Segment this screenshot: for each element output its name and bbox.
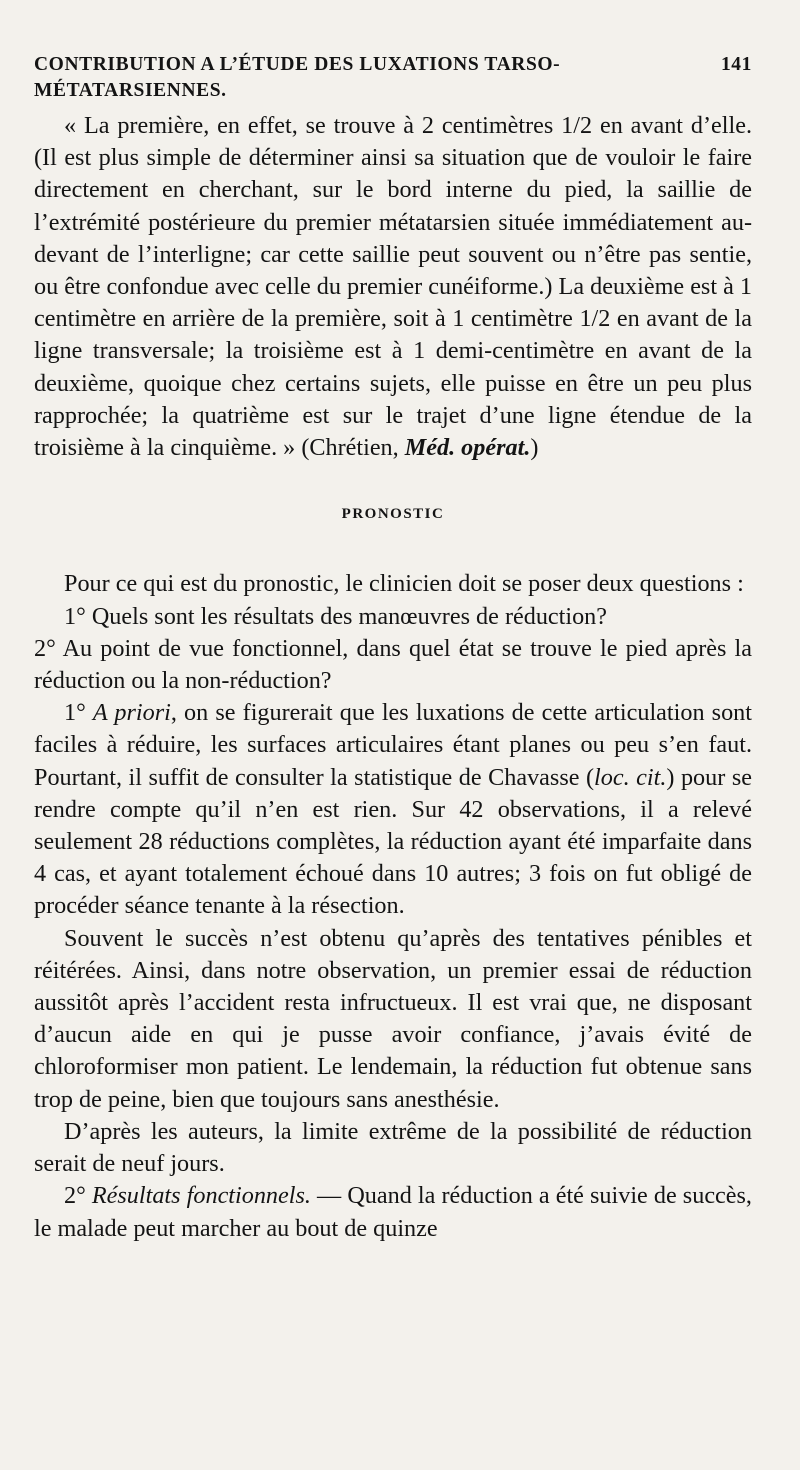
paragraph-intro: Pour ce qui est du pronostic, le clinicien doit se poser deux questions : [64, 570, 744, 598]
results-lead: 2° [64, 1182, 92, 1210]
paragraph-observation: Souvent le succès n’est obtenu qu’après des tentatives pénibles et réitérées. Ainsi, dans notre observation, un premier essai de réduction aussitôt après l’accident resta infructueux. Il est vrai que, ne disposant d’aucun aide en qui je pusse avoir confiance, j’avais évité de chloroformiser mon patient. Le lendemain, la réduction fut obtenue sans trop de peine, bien que toujours sans anesthésie. [34, 924, 752, 1113]
page-number: 141 [720, 54, 752, 75]
loc-cit: loc. cit. [594, 763, 667, 791]
paragraph-apriori [34, 697, 752, 922]
quotation-close: ) [530, 434, 539, 462]
running-head [34, 52, 752, 104]
question-2: 2° Au point de vue fonctionnel, dans quel état se trouve le pied après la réduction ou la non-réduction? [34, 634, 752, 695]
paragraph-quotation [34, 110, 752, 464]
results-heading: Résultats fonctionnels. [91, 1182, 311, 1210]
results-text: — Quand la réduction a été suivie de succès, le malade peut marcher au bout de quinze [34, 1182, 752, 1242]
body-text [34, 110, 752, 1245]
question-1: 1° Quels sont les résultats des manœuvres de réduction? [64, 602, 608, 630]
citation-title: Méd. opérat. [404, 434, 531, 462]
running-head-title: CONTRIBUTION A L’ÉTUDE DES LUXATIONS TARSO-MÉTATARSIENNES. [34, 54, 561, 101]
section-heading-pronostic: PRONOSTIC [341, 506, 445, 523]
apriori-text-2: ) pour se rendre compte qu’il n’en est rien. Sur 42 observations, il a relevé seulement 28 réductions complètes, la réduction ayant été imparfaite dans 4 cas, et ayant totalement échoué dans 10 autres; 3 fois on fut obligé de procéder séance tenante à la résection. [34, 763, 752, 920]
apriori-text-1: , on se figurerait que les luxations de cette articulation sont faciles à réduire, les surfaces articulaires étant planes ou peu s’en faut. Pourtant, il suffit de consulter la statistique de Chavasse ( [34, 699, 752, 791]
quotation-text: « La première, en effet, se trouve à 2 centimètres 1/2 en avant d’elle. (Il est plus simple de déterminer ainsi sa situation que de vouloir le faire directement en cherchant, sur le bord interne du pied, la saillie de l’extrémité postérieure du premier métatarsien située immédiatement au-devant de l’interligne; car cette saillie peut souvent ou n’être pas sentie, ou être confondue avec celle du premier cunéiforme.) La deuxième est à 1 centimètre en arrière de la première, soit à 1 centimètre 1/2 en avant de la ligne transversale; la troisième est à 1 demi-centimètre en avant de la deuxième, quoique chez certains sujets, elle puisse en être un peu plus rapprochée; la quatrième est sur le trajet d’une ligne étendue de la troisième à la cinquième. » (Chrétien, [34, 112, 752, 462]
apriori-term: A priori [92, 699, 171, 727]
paragraph-limit: D’après les auteurs, la limite extrême de la possibilité de réduction serait de neuf jours. [34, 1117, 752, 1178]
page [34, 52, 752, 1245]
apriori-lead: 1° [64, 699, 93, 727]
paragraph-results [34, 1180, 752, 1244]
